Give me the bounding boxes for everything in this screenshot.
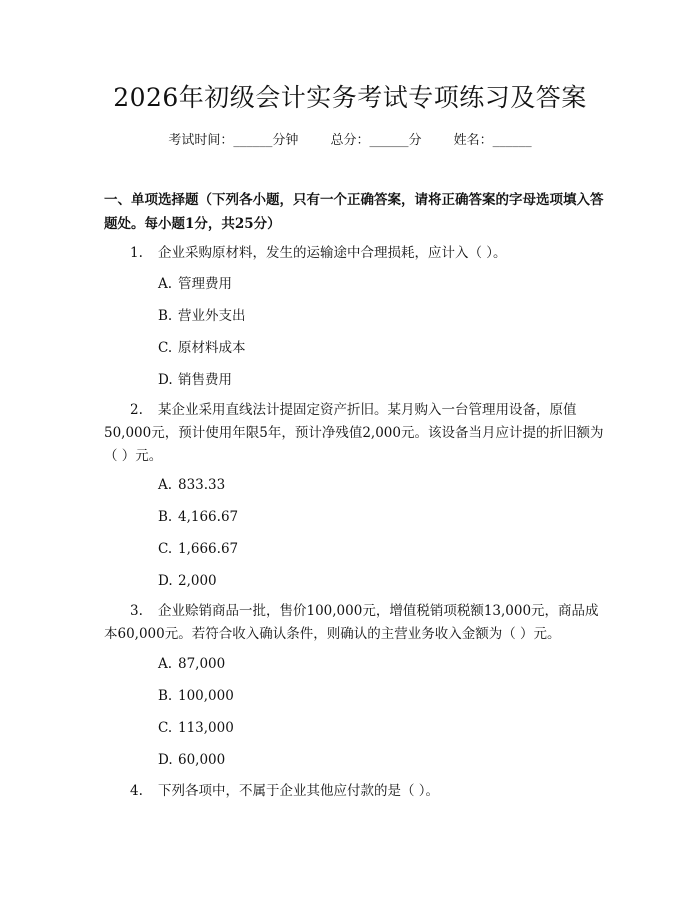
- option-text: 营业外支出: [178, 308, 246, 324]
- option-3c: [158, 718, 598, 738]
- question-text: 企业采购原材料，发生的运输途中合理损耗，应计入（ ）。: [158, 245, 507, 261]
- question-text: 企业赊销商品一批，售价100,000元，增值税销项税额13,000元，商品成本60,000元。若符合收入确认条件，则确认的主营业务收入金额为（ ）元。: [104, 603, 599, 642]
- option-1a: [158, 274, 598, 294]
- question-text: 某企业采用直线法计提固定资产折旧。某月购入一台管理用设备，原值50,000元，预计使用年限5年，预计净残值2,000元。该设备当月应计提的折旧额为（ ）元。: [104, 402, 604, 464]
- option-3d: [158, 750, 598, 770]
- option-text: 原材料成本: [178, 340, 246, 356]
- option-2a: [158, 475, 598, 495]
- option-letter: C.: [158, 541, 173, 557]
- option-text: 100,000: [178, 688, 234, 704]
- question-number: 3.: [130, 603, 143, 619]
- question-text: 下列各项中，不属于企业其他应付款的是（ ）。: [158, 783, 440, 799]
- option-text: 87,000: [178, 656, 226, 672]
- option-2d: [158, 571, 598, 591]
- question-number: 4.: [130, 783, 143, 799]
- exam-meta: [0, 131, 700, 151]
- total-score-field: 总分：______分: [330, 133, 422, 148]
- option-text: 1,666.67: [178, 541, 239, 557]
- question-number: 2.: [130, 402, 143, 418]
- option-text: 2,000: [178, 573, 217, 589]
- option-3b: [158, 686, 598, 706]
- section-heading: 一、单项选择题（下列各小题，只有一个正确答案，请将正确答案的字母选项填入答题处。每小题1分，共25分）: [104, 192, 604, 232]
- option-1b: [158, 306, 598, 326]
- page-title: 2026年初级会计实务考试专项练习及答案: [113, 83, 587, 112]
- exam-time-field: 考试时间：______分钟: [168, 133, 299, 148]
- option-letter: A.: [158, 477, 173, 493]
- student-name-field: 姓名：______: [453, 133, 532, 148]
- option-text: 4,166.67: [178, 509, 239, 525]
- option-text: 销售费用: [178, 372, 232, 388]
- option-letter: D.: [158, 372, 173, 388]
- option-text: 113,000: [178, 720, 234, 736]
- option-3a: [158, 654, 598, 674]
- question-number: 1.: [130, 245, 143, 261]
- option-letter: B.: [158, 308, 173, 324]
- question-1: [104, 242, 604, 265]
- option-letter: A.: [158, 656, 173, 672]
- question-2: [104, 399, 604, 468]
- option-text: 管理费用: [178, 276, 232, 292]
- option-letter: B.: [158, 509, 173, 525]
- option-letter: D.: [158, 573, 173, 589]
- option-2b: [158, 507, 598, 527]
- option-letter: C.: [158, 340, 173, 356]
- option-1c: [158, 338, 598, 358]
- option-letter: D.: [158, 752, 173, 768]
- option-2c: [158, 539, 598, 559]
- question-4: [104, 780, 604, 803]
- option-text: 60,000: [178, 752, 226, 768]
- option-letter: C.: [158, 720, 173, 736]
- option-text: 833.33: [178, 477, 226, 493]
- option-letter: B.: [158, 688, 173, 704]
- option-letter: A.: [158, 276, 173, 292]
- option-1d: [158, 370, 598, 390]
- question-3: [104, 600, 604, 646]
